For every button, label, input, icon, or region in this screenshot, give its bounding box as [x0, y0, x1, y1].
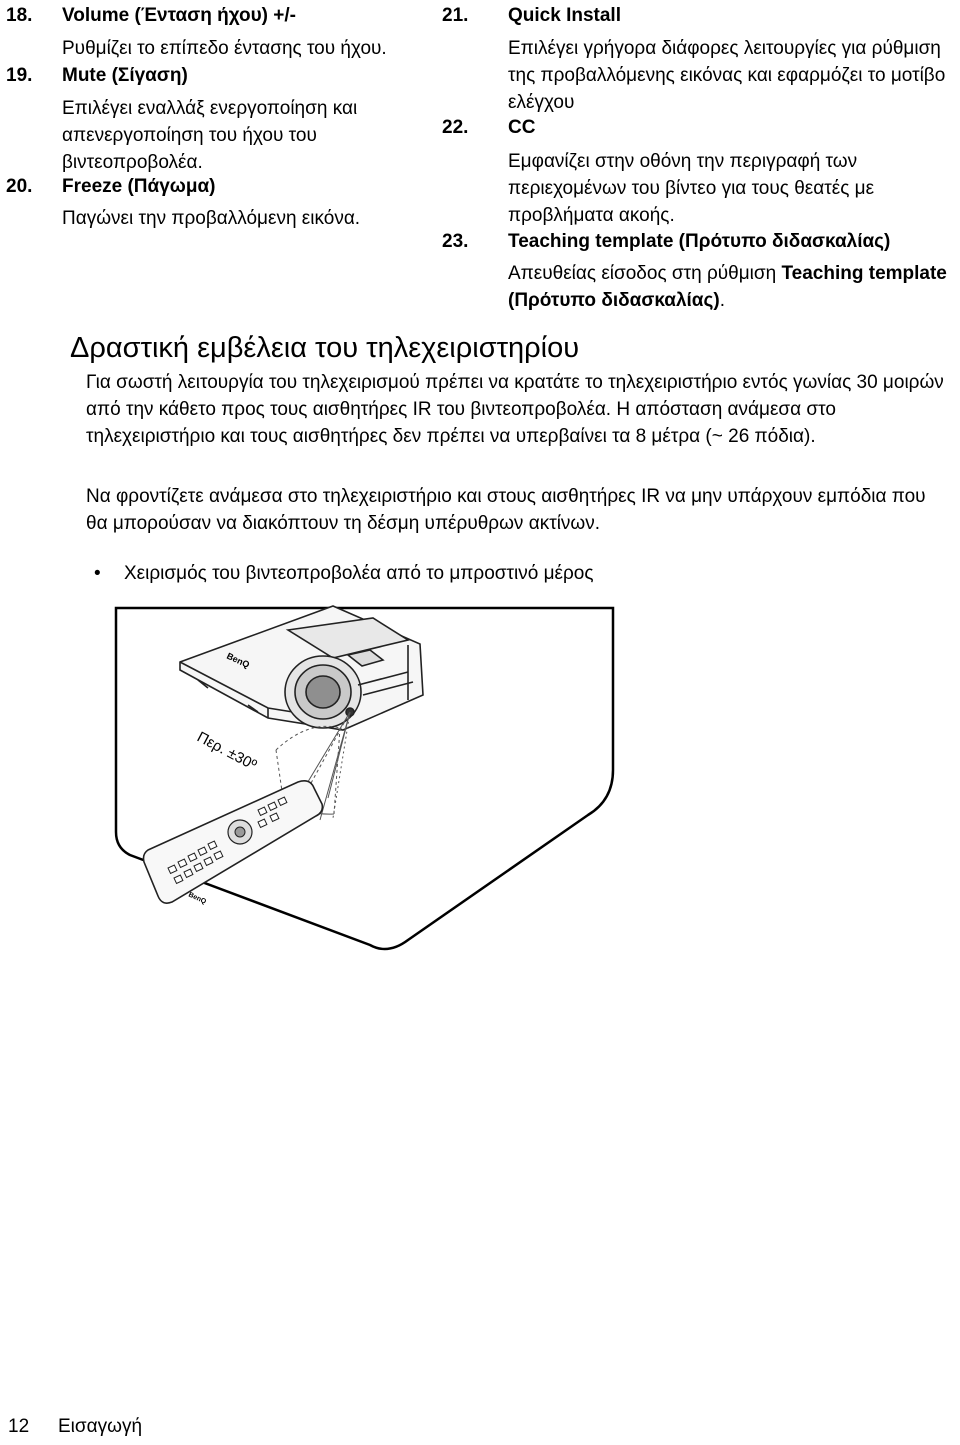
- projector-brand: BenQ: [225, 650, 252, 670]
- item-description: Επιλέγει εναλλάξ ενεργοποίηση και απενεργοποίηση του ήχου του βιντεοπροβολέα.: [62, 98, 358, 173]
- item-description: Εμφανίζει στην οθόνη την περιγραφή των περιεχομένων του βίντεο για τους θεατές με προβλήματα ακοής.: [508, 151, 875, 226]
- section-heading: Δραστική εμβέλεια του τηλεχειριστηρίου: [70, 332, 580, 364]
- remote-range-figure: [108, 600, 628, 960]
- item-number: 20.: [6, 176, 33, 197]
- item-title: Quick Install: [508, 5, 621, 26]
- figure-illustration: [108, 600, 628, 960]
- list-item-22: [442, 114, 960, 141]
- bullet-item: [94, 560, 594, 587]
- list-item-18: [0, 2, 450, 29]
- section-paragraph: Να φροντίζετε ανάμεσα στο τηλεχειριστήριο και στους αισθητήρες IR να μην υπάρχουν εμπόδια που θα μπορούσαν να διακόπτουν τη δέσμη υπέρυθρων ακτίνων.: [86, 486, 926, 534]
- item-number: 21.: [442, 5, 469, 26]
- item-description-emphasis: Teaching template (Πρότυπο διδασκαλίας): [508, 263, 947, 311]
- remote-brand: BenQ: [187, 891, 208, 906]
- bullet-marker: •: [94, 563, 101, 584]
- item-title: Volume (Ένταση ήχου) +/-: [62, 5, 296, 26]
- page-number: 12: [8, 1416, 30, 1437]
- list-item-19: [0, 62, 450, 89]
- item-description: Ρυθμίζει το επίπεδο έντασης του ήχου.: [62, 38, 387, 59]
- item-title: Mute (Σίγαση): [62, 65, 188, 86]
- item-description-end: .: [719, 290, 725, 311]
- list-item-20: [0, 173, 450, 200]
- item-number: 22.: [442, 117, 469, 138]
- item-description-text: Απευθείας είσοδος στη ρύθμιση: [508, 263, 782, 284]
- item-number: 23.: [442, 231, 469, 252]
- angle-label: Περ. ±30º: [194, 728, 260, 774]
- item-number: 18.: [6, 5, 33, 26]
- item-title: CC: [508, 117, 536, 138]
- section-paragraph: Για σωστή λειτουργία του τηλεχειρισμού πρέπει να κρατάτε το τηλεχειριστήριο εντός γωνίας 30 μοιρών από την κάθετο προς τους αισθητήρες IR του βιντεοπροβολέα. Η απόσταση ανάμεσα στο τηλεχειριστήριο και τους αισθητήρες δεν πρέπει να υπερβαίνει τα 8 μέτρα (~ 26 πόδια).: [86, 372, 944, 447]
- footer-section-name: Εισαγωγή: [58, 1416, 143, 1437]
- page-footer: [8, 1413, 142, 1440]
- item-number: 19.: [6, 65, 33, 86]
- list-item-23: [442, 228, 960, 255]
- projector-illustration: [180, 606, 423, 730]
- item-title: Freeze (Πάγωμα): [62, 176, 216, 197]
- item-description: Παγώνει την προβαλλόμενη εικόνα.: [62, 208, 361, 229]
- remote-control-illustration: [144, 781, 323, 906]
- item-description: [508, 260, 948, 314]
- item-description: Επιλέγει γρήγορα διάφορες λειτουργίες για ρύθμιση της προβαλλόμενης εικόνας και εφαρμόζει το μοτίβο ελέγχου: [508, 38, 946, 113]
- bullet-text: Χειρισμός του βιντεοπροβολέα από το μπροστινό μέρος: [124, 563, 594, 584]
- list-item-21: [442, 2, 960, 29]
- item-title: Teaching template (Πρότυπο διδασκαλίας): [508, 231, 891, 252]
